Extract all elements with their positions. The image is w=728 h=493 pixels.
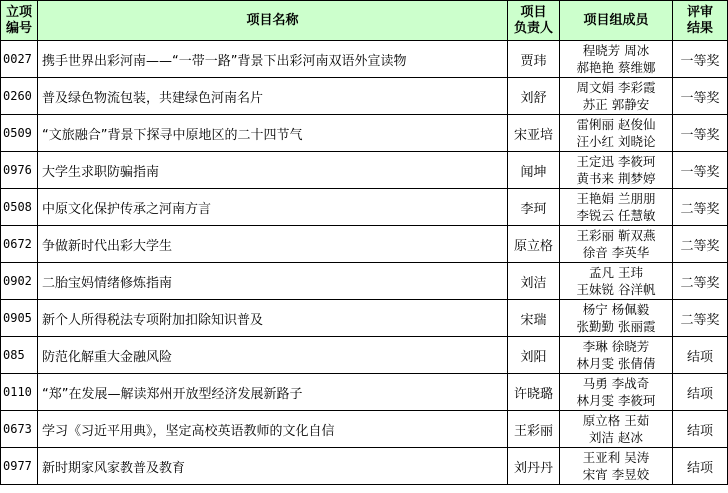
table-row [1, 263, 728, 300]
project-name: 大学生求职防骗指南 [38, 152, 508, 189]
project-lead: 王彩丽 [508, 411, 560, 448]
team-members: 程晓芳 周冰 郝艳艳 蔡维娜 [560, 41, 673, 78]
project-name: 中原文化保护传承之河南方言 [38, 189, 508, 226]
team-members: 马勇 李战奇 林月雯 李筱珂 [560, 374, 673, 411]
team-members: 王亚利 吴涛 宋宵 李昱姣 [560, 448, 673, 485]
project-name: “文旅融合”背景下探寻中原地区的二十四节气 [38, 115, 508, 152]
project-name: 携手世界出彩河南——“一带一路”背景下出彩河南双语外宣读物 [38, 41, 508, 78]
team-members: 孟凡 王玮 王妹锐 谷洋帆 [560, 263, 673, 300]
project-name: 学习《习近平用典》，坚定高校英语教师的文化自信 [38, 411, 508, 448]
project-lead: 许晓璐 [508, 374, 560, 411]
project-id: 0673 [1, 411, 38, 448]
table-row [1, 189, 728, 226]
project-name: 新时期家风家教普及教育 [38, 448, 508, 485]
project-id: 0260 [1, 78, 38, 115]
project-lead: 李珂 [508, 189, 560, 226]
team-members: 雷俐丽 赵俊仙 汪小红 刘晓论 [560, 115, 673, 152]
project-id: 0027 [1, 41, 38, 78]
table-row [1, 337, 728, 374]
review-result: 结项 [673, 411, 728, 448]
project-id: 0508 [1, 189, 38, 226]
project-lead: 宋瑞 [508, 300, 560, 337]
team-members: 王彩丽 靳双燕 徐音 李英华 [560, 226, 673, 263]
project-id: 0905 [1, 300, 38, 337]
header-project-lead: 项目 负责人 [508, 1, 560, 41]
project-name: 新个人所得税法专项附加扣除知识普及 [38, 300, 508, 337]
project-lead: 刘丹丹 [508, 448, 560, 485]
review-result: 一等奖 [673, 41, 728, 78]
review-result: 结项 [673, 374, 728, 411]
project-name: 普及绿色物流包装，共建绿色河南名片 [38, 78, 508, 115]
review-result: 二等奖 [673, 300, 728, 337]
project-id: 085 [1, 337, 38, 374]
table-row [1, 448, 728, 485]
project-lead: 原立格 [508, 226, 560, 263]
review-result: 二等奖 [673, 189, 728, 226]
table-row [1, 115, 728, 152]
project-lead: 闻坤 [508, 152, 560, 189]
table-row [1, 226, 728, 263]
project-lead: 刘洁 [508, 263, 560, 300]
review-result: 二等奖 [673, 226, 728, 263]
project-name: 争做新时代出彩大学生 [38, 226, 508, 263]
project-lead: 宋亚培 [508, 115, 560, 152]
header-row [1, 1, 728, 41]
header-project-name: 项目名称 [38, 1, 508, 41]
header-project-id: 立项 编号 [1, 1, 38, 41]
project-id: 0509 [1, 115, 38, 152]
project-name: “郑”在发展—解读郑州开放型经济发展新路子 [38, 374, 508, 411]
table-row [1, 78, 728, 115]
review-result: 一等奖 [673, 78, 728, 115]
review-result: 结项 [673, 337, 728, 374]
header-review-result: 评审 结果 [673, 1, 728, 41]
project-name: 二胎宝妈情绪修炼指南 [38, 263, 508, 300]
project-id: 0110 [1, 374, 38, 411]
team-members: 王艳娟 兰朋朋 李锐云 任慧敏 [560, 189, 673, 226]
project-id: 0976 [1, 152, 38, 189]
project-lead: 贾玮 [508, 41, 560, 78]
team-members: 李琳 徐晓芳 林月雯 张倩倩 [560, 337, 673, 374]
table-row [1, 374, 728, 411]
review-result: 结项 [673, 448, 728, 485]
project-lead: 刘阳 [508, 337, 560, 374]
team-members: 周文娟 李彩霞 苏正 郭静安 [560, 78, 673, 115]
project-id: 0672 [1, 226, 38, 263]
project-lead: 刘舒 [508, 78, 560, 115]
review-result: 二等奖 [673, 263, 728, 300]
table-row [1, 411, 728, 448]
table-row [1, 41, 728, 78]
project-id: 0977 [1, 448, 38, 485]
review-result: 一等奖 [673, 152, 728, 189]
project-name: 防范化解重大金融风险 [38, 337, 508, 374]
table-body [1, 41, 728, 485]
table-row [1, 300, 728, 337]
review-result: 一等奖 [673, 115, 728, 152]
team-members: 原立格 王茹 刘洁 赵冰 [560, 411, 673, 448]
table-row [1, 152, 728, 189]
team-members: 王定迅 李筱珂 黄书来 荆梦婷 [560, 152, 673, 189]
header-team-members: 项目组成员 [560, 1, 673, 41]
project-id: 0902 [1, 263, 38, 300]
team-members: 杨宁 杨佩毅 张勤勤 张丽霞 [560, 300, 673, 337]
